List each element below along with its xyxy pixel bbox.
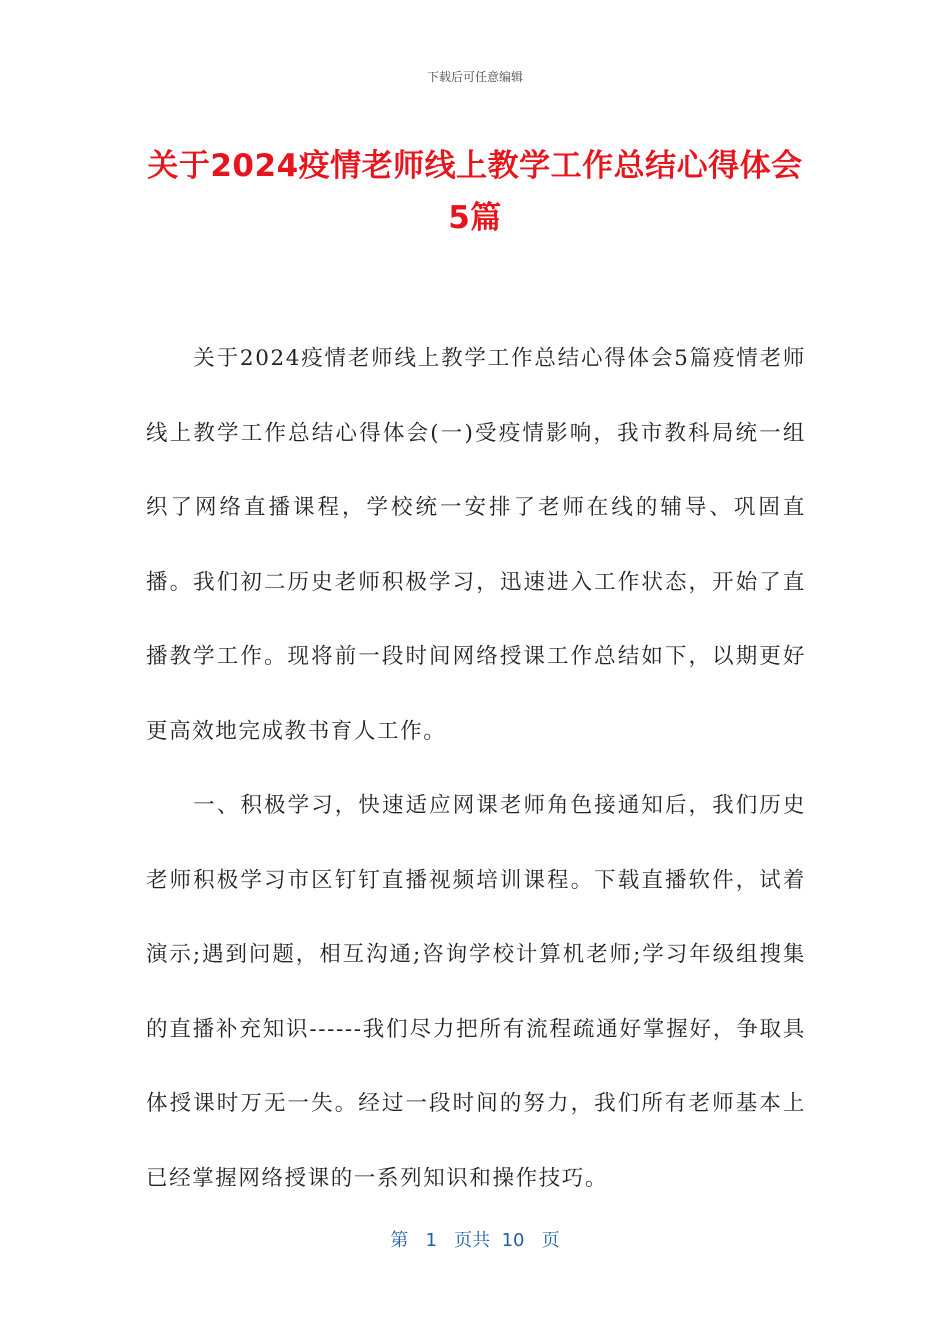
document-body	[146, 322, 806, 1216]
footer-suffix: 页	[541, 1230, 560, 1251]
footer-middle: 页共	[454, 1230, 491, 1251]
paragraph-section-one: 一、积极学习，快速适应网课老师角色接通知后，我们历史老师积极学习市区钉钉直播视频培训课程。下载直播软件，试着演示;遇到问题，相互沟通;咨询学校计算机老师;学习年级组搜集的直播补充知识------我们尽力把所有流程疏通好掌握好，争取具体授课时万无一失。经过一段时间的努力，我们所有老师基本上已经掌握网络授课的一系列知识和操作技巧。	[146, 793, 806, 1191]
document-title: 关于2024疫情老师线上教学工作总结心得体会5篇	[147, 148, 803, 236]
header-note: 下载后可任意编辑	[426, 70, 523, 84]
page-footer	[0, 1226, 950, 1252]
footer-current-page: 1	[425, 1230, 437, 1251]
paragraph-intro: 关于2024疫情老师线上教学工作总结心得体会5篇疫情老师线上教学工作总结心得体会(一)受疫情影响，我市教科局统一组织了网络直播课程，学校统一安排了老师在线的辅导、巩固直播。我们初二历史老师积极学习，迅速进入工作状态，开始了直播教学工作。现将前一段时间网络授课工作总结如下，以期更好更高效地完成教书育人工作。	[146, 346, 806, 744]
footer-total-pages: 10	[501, 1230, 525, 1251]
footer-prefix: 第	[390, 1230, 409, 1251]
